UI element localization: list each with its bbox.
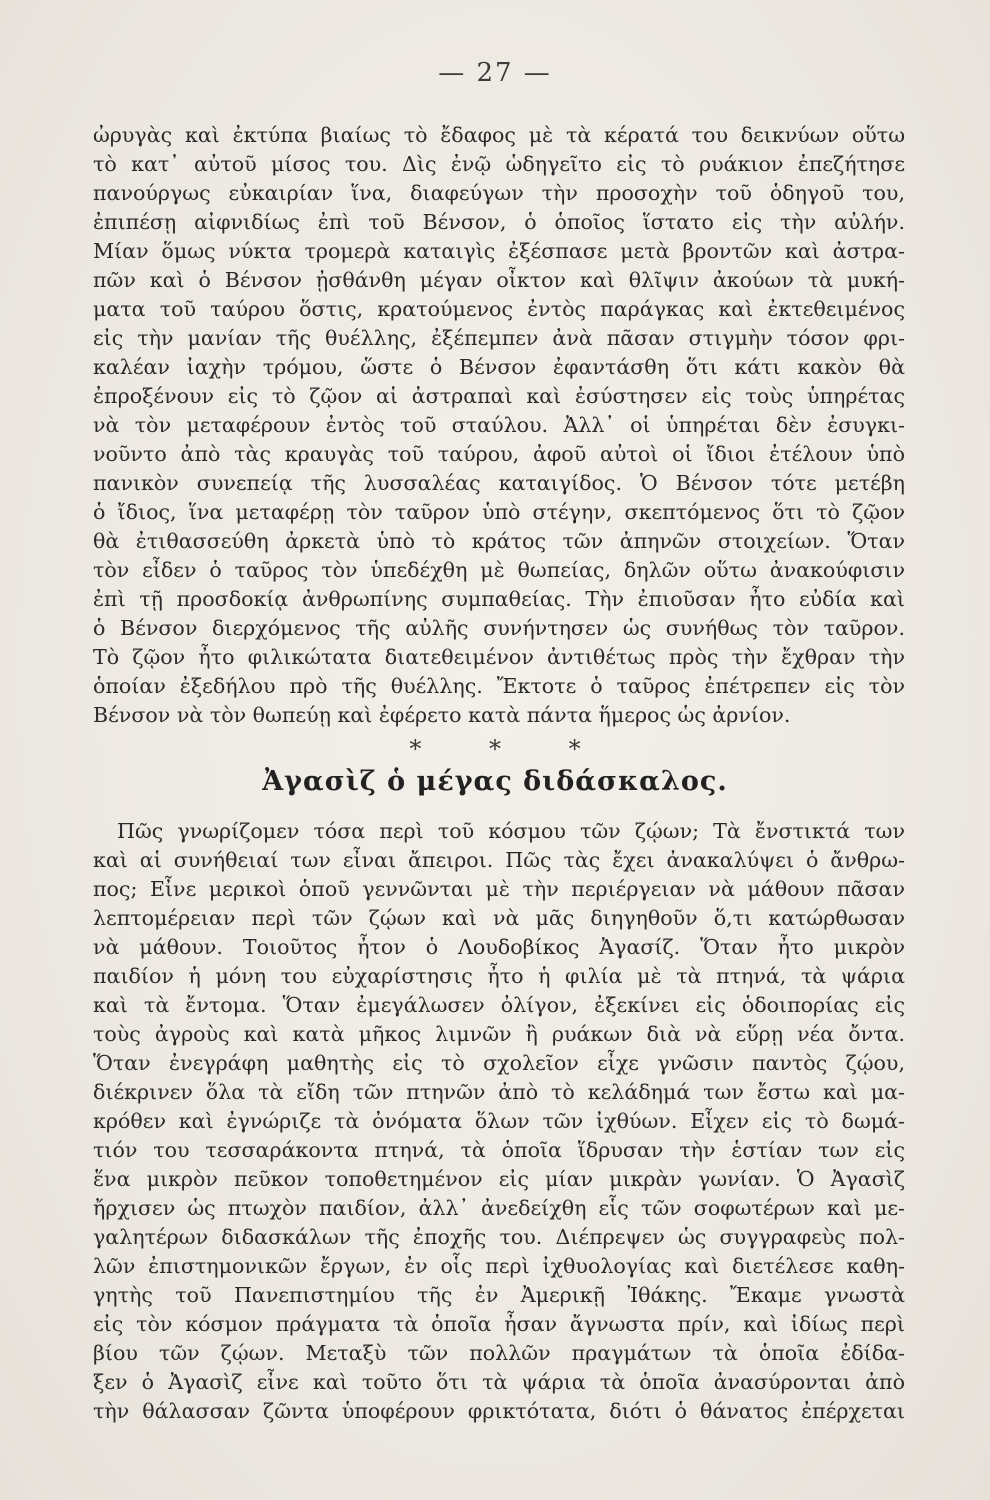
text-line: Πῶς γνωρίζομεν τόσα περὶ τοῦ κόσμου τῶν ζῴων; Τὰ ἔνστικτά των xyxy=(117,819,905,843)
text-line: καὶ αἱ συνήθειαί των εἶναι ἄπειροι. Πῶς τὰς ἔχει ἀνακαλύψει ὁ ἄνθρω- xyxy=(93,848,905,872)
text-line: ἕνα μικρὸν πεῦκον τοποθετημένον εἰς μίαν μικρὰν γωνίαν. Ὁ Ἀγασὶζ xyxy=(93,1167,905,1191)
text-line: ὠρυγὰς καὶ ἐκτύπα βιαίως τὸ ἔδαφος μὲ τὰ κέρατά του δεικνύων οὕτω xyxy=(93,123,905,147)
text-line: νὰ τὸν μεταφέρουν ἐντὸς τοῦ σταύλου. Ἀλλ᾽ οἱ ὑπηρέται δὲν ἐσυγκι- xyxy=(93,413,905,437)
text-line: πῶν καὶ ὁ Βένσον ᾐσθάνθη μέγαν οἶκτον καὶ θλῖψιν ἀκούων τὰ μυκή- xyxy=(93,268,905,292)
paragraph-bull-story xyxy=(93,121,905,730)
section-separator: * * * xyxy=(409,735,611,763)
text-line: πανούργως εὐκαιρίαν ἵνα, διαφεύγων τὴν προσοχὴν τοῦ ὁδηγοῦ του, xyxy=(93,181,905,205)
text-line: Μίαν ὅμως νύκτα τρομερὰ καταιγὶς ἐξέσπασε μετὰ βροντῶν καὶ ἀστρα- xyxy=(93,239,905,263)
text-line: ἐπὶ τῇ προσδοκίᾳ ἀνθρωπίνης συμπαθείας. Τὴν ἐπιοῦσαν ἦτο εὐδία καὶ xyxy=(93,587,905,611)
text-line: ἤρχισεν ὡς πτωχὸν παιδίον, ἀλλ᾽ ἀνεδείχθη εἷς τῶν σοφωτέρων καὶ με- xyxy=(93,1196,905,1220)
section-heading: Ἀγασὶζ ὁ μέγας διδάσκαλος. xyxy=(262,766,728,797)
text-line: ξεν ὁ Ἀγασὶζ εἶνε καὶ τοῦτο ὅτι τὰ ψάρια τὰ ὁποῖα ἀνασύρονται ἀπὸ xyxy=(93,1370,905,1394)
paragraph-agassiz xyxy=(93,817,905,1426)
text-line: ματα τοῦ ταύρου ὅστις, κρατούμενος ἐντὸς παράγκας καὶ ἐκτεθειμένος xyxy=(93,297,905,321)
text-line: εἰς τὴν μανίαν τῆς θυέλλης, ἐξέπεμπεν ἀνὰ πᾶσαν στιγμὴν τόσον φρι- xyxy=(93,326,905,350)
text-line: λῶν ἐπιστημονικῶν ἔργων, ἐν οἷς περὶ ἰχθυολογίας καὶ διετέλεσε καθη- xyxy=(93,1254,905,1278)
text-line: ὁ Βένσον διερχόμενος τῆς αὐλῆς συνήντησεν ὡς συνήθως τὸν ταῦρον. xyxy=(93,616,905,640)
text-line: Ὅταν ἐνεγράφη μαθητὴς εἰς τὸ σχολεῖον εἶχε γνῶσιν παντὸς ζῴου, xyxy=(93,1051,905,1075)
text-line: εἰς τὸν κόσμον πράγματα τὰ ὁποῖα ἦσαν ἄγνωστα πρίν, καὶ ἰδίως περὶ xyxy=(93,1312,905,1336)
text-line: νὰ μάθουν. Τοιοῦτος ἦτον ὁ Λουδοβίκος Ἀγασίζ. Ὅταν ἦτο μικρὸν xyxy=(93,935,905,959)
text-line: γαλητέρων διδασκάλων τῆς ἐποχῆς του. Διέπρεψεν ὡς συγγραφεὺς πολ- xyxy=(93,1225,905,1249)
text-line: παιδίον ἡ μόνη του εὐχαρίστησις ἦτο ἡ φιλία μὲ τὰ πτηνά, τὰ ψάρια xyxy=(93,964,905,988)
text-line: ὁ ἴδιος, ἵνα μεταφέρῃ τὸν ταῦρον ὑπὸ στέγην, σκεπτόμενος ὅτι τὸ ζῷον xyxy=(93,500,905,524)
text-line: πανικὸν συνεπείᾳ τῆς λυσσαλέας καταιγίδος. Ὁ Βένσον τότε μετέβη xyxy=(93,471,905,495)
text-line: τιόν του τεσσαράκοντα πτηνά, τὰ ὁποῖα ἵδρυσαν τὴν ἑστίαν των εἰς xyxy=(93,1138,905,1162)
text-line: λεπτομέρειαν περὶ τῶν ζῴων καὶ νὰ μᾶς διηγηθοῦν ὅ,τι κατώρθωσαν xyxy=(93,906,905,930)
text-line: καὶ τὰ ἔντομα. Ὅταν ἐμεγάλωσεν ὀλίγον, ἐξεκίνει εἰς ὁδοιπορίας εἰς xyxy=(93,993,905,1017)
text-line: κρόθεν καὶ ἐγνώριζε τὰ ὀνόματα ὅλων τῶν ἰχθύων. Εἶχεν εἰς τὸ δωμά- xyxy=(93,1109,905,1133)
text-line: ἐπροξένουν εἰς τὸ ζῷον αἱ ἀστραπαὶ καὶ ἐσύστησεν εἰς τοὺς ὑπηρέτας xyxy=(93,384,905,408)
text-line: τὸ κατ᾽ αὐτοῦ μίσος του. Δὶς ἐνῷ ὡδηγεῖτο εἰς τὸ ρυάκιον ἐπεζήτησε xyxy=(93,152,905,176)
text-line: τὸν εἶδεν ὁ ταῦρος τὸν ὑπεδέχθη μὲ θωπείας, δηλῶν οὕτω ἀνακούφισιν xyxy=(93,558,905,582)
text-line: γητὴς τοῦ Πανεπιστημίου τῆς ἐν Ἀμερικῇ Ἰθάκης. Ἔκαμε γνωστὰ xyxy=(93,1283,905,1307)
page-number: — 27 — xyxy=(438,58,552,88)
text-line: διέκρινεν ὅλα τὰ εἴδη τῶν πτηνῶν ἀπὸ τὸ κελάδημά των ἔστω καὶ μα- xyxy=(93,1080,905,1104)
text-line: νοῦντο ἀπὸ τὰς κραυγὰς τοῦ ταύρου, ἀφοῦ αὐτοὶ οἱ ἴδιοι ἐτέλουν ὑπὸ xyxy=(93,442,905,466)
text-line: πος; Εἶνε μερικοὶ ὁποῦ γεννῶνται μὲ τὴν περιέργειαν νὰ μάθουν πᾶσαν xyxy=(93,877,905,901)
text-line: τὴν θάλασσαν ζῶντα ὑποφέρουν φρικτότατα, διότι ὁ θάνατος ἐπέρχεται xyxy=(93,1399,905,1423)
text-line: ὁποίαν ἐξεδήλου πρὸ τῆς θυέλλης. Ἔκτοτε ὁ ταῦρος ἐπέτρεπεν εἰς τὸν xyxy=(93,674,905,698)
text-line: Τὸ ζῷον ἦτο φιλικώτατα διατεθειμένον ἀντιθέτως πρὸς τὴν ἔχθραν τὴν xyxy=(93,645,905,669)
text-line: ἐπιπέσῃ αἰφνιδίως ἐπὶ τοῦ Βένσον, ὁ ὁποῖος ἵστατο εἰς τὴν αὐλήν. xyxy=(93,210,905,234)
text-line: βίου τῶν ζῴων. Μεταξὺ τῶν πολλῶν πραγμάτων τὰ ὁποῖα ἐδίδα- xyxy=(93,1341,905,1365)
text-line: θὰ ἐτιθασσεύθη ἀρκετὰ ὑπὸ τὸ κράτος τῶν ἀπηνῶν στοιχείων. Ὅταν xyxy=(93,529,905,553)
text-line: τοὺς ἀγροὺς καὶ κατὰ μῆκος λιμνῶν ἢ ρυάκων διὰ νὰ εὕρῃ νέα ὄντα. xyxy=(93,1022,905,1046)
text-line: Βένσον νὰ τὸν θωπεύῃ καὶ ἐφέρετο κατὰ πάντα ἥμερος ὡς ἀρνίον. xyxy=(93,703,791,727)
text-line: καλέαν ἰαχὴν τρόμου, ὥστε ὁ Βένσον ἐφαντάσθη ὅτι κάτι κακὸν θὰ xyxy=(93,355,905,379)
